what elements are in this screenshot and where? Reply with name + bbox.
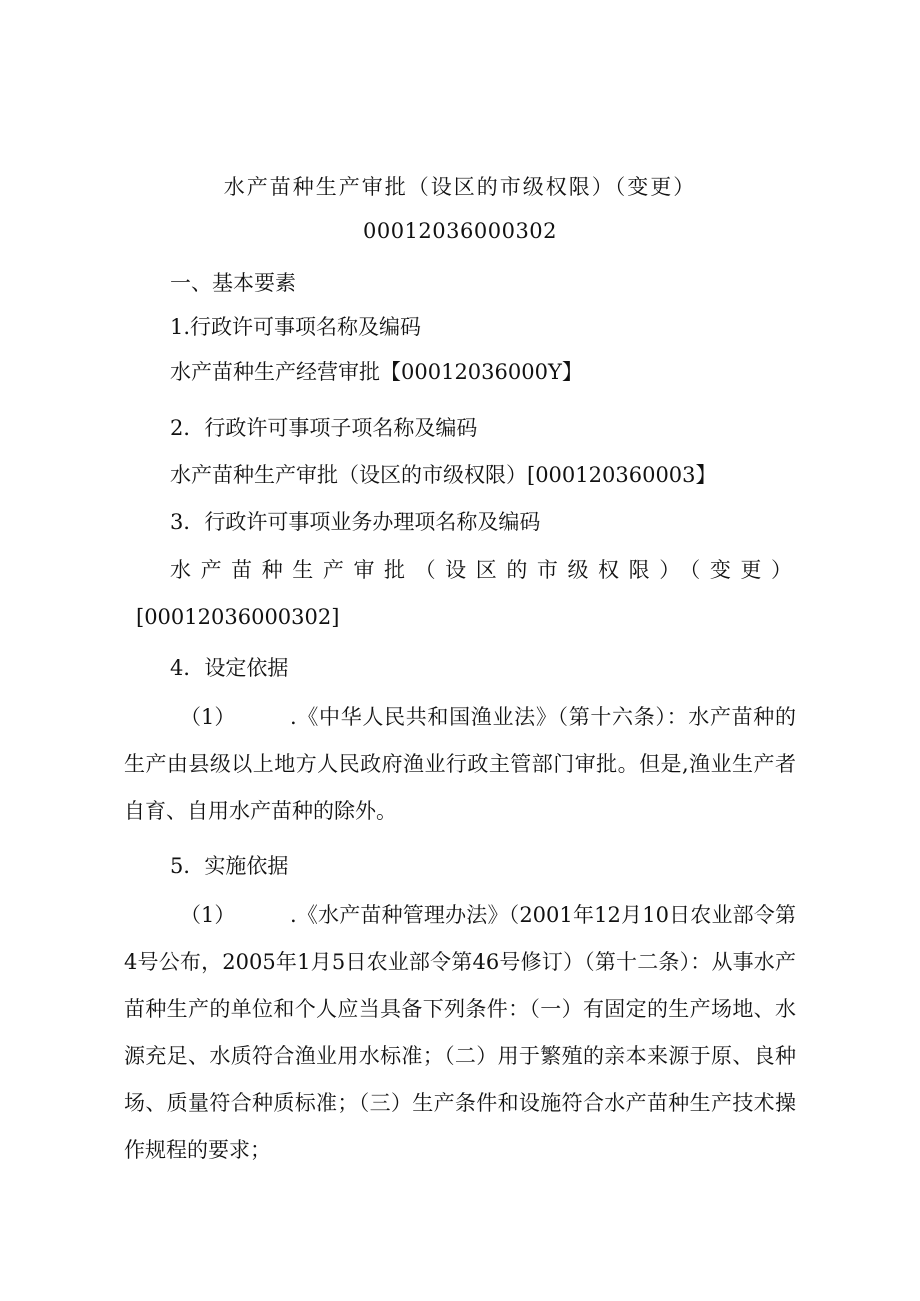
item2-value: 水产苗种生产审批（设区的市级权限）[000120360003】 [170,463,717,487]
item4-clause-text: .《中华人民共和国渔业法》（第十六条）：水产苗种的生产由县级以上地方人民政府渔业行政主管部门审批。但是,渔业生产者自育、自用水产苗种的除外。 [124,705,796,823]
item5-clause [124,892,796,1174]
document-code: 00012036000302 [362,219,558,243]
item4-clause [124,694,796,835]
item3-heading: 3．行政许可事项业务办理项名称及编码 [170,510,541,534]
item5-heading: 5．实施依据 [170,854,289,878]
section-heading-basic-elements: 一、基本要素 [170,271,296,295]
item3-value-line2: [00012036000302] [136,605,340,629]
item2-heading: 2．行政许可事项子项名称及编码 [170,416,478,440]
item5-clause-number: （1） [180,903,236,927]
document-title: 水产苗种生产审批（设区的市级权限）（变更） [223,175,697,199]
item1-heading: 1.行政许可事项名称及编码 [170,315,422,339]
item1-value: 水产苗种生产经营审批【00012036000Y】 [170,360,583,384]
item3-value-line1: 水产苗种生产审批（设区的市级权限）（变更） [170,558,792,582]
item4-clause-number: （1） [180,705,236,729]
item5-clause-text: .《水产苗种管理办法》（2001年12月10日农业部令第4号公布，2005年1月5日农业部令第46号修订）（第十二条）：从事水产苗种生产的单位和个人应当具备下列条件：（一）有固定的生产场地、水源充足、水质符合渔业用水标准；（二）用于繁殖的亲本来源于原、良种场、质量符合种质标准；（三）生产条件和设施符合水产苗种生产技术操作规程的要求； [124,903,796,1162]
item4-heading: 4．设定依据 [170,656,289,680]
